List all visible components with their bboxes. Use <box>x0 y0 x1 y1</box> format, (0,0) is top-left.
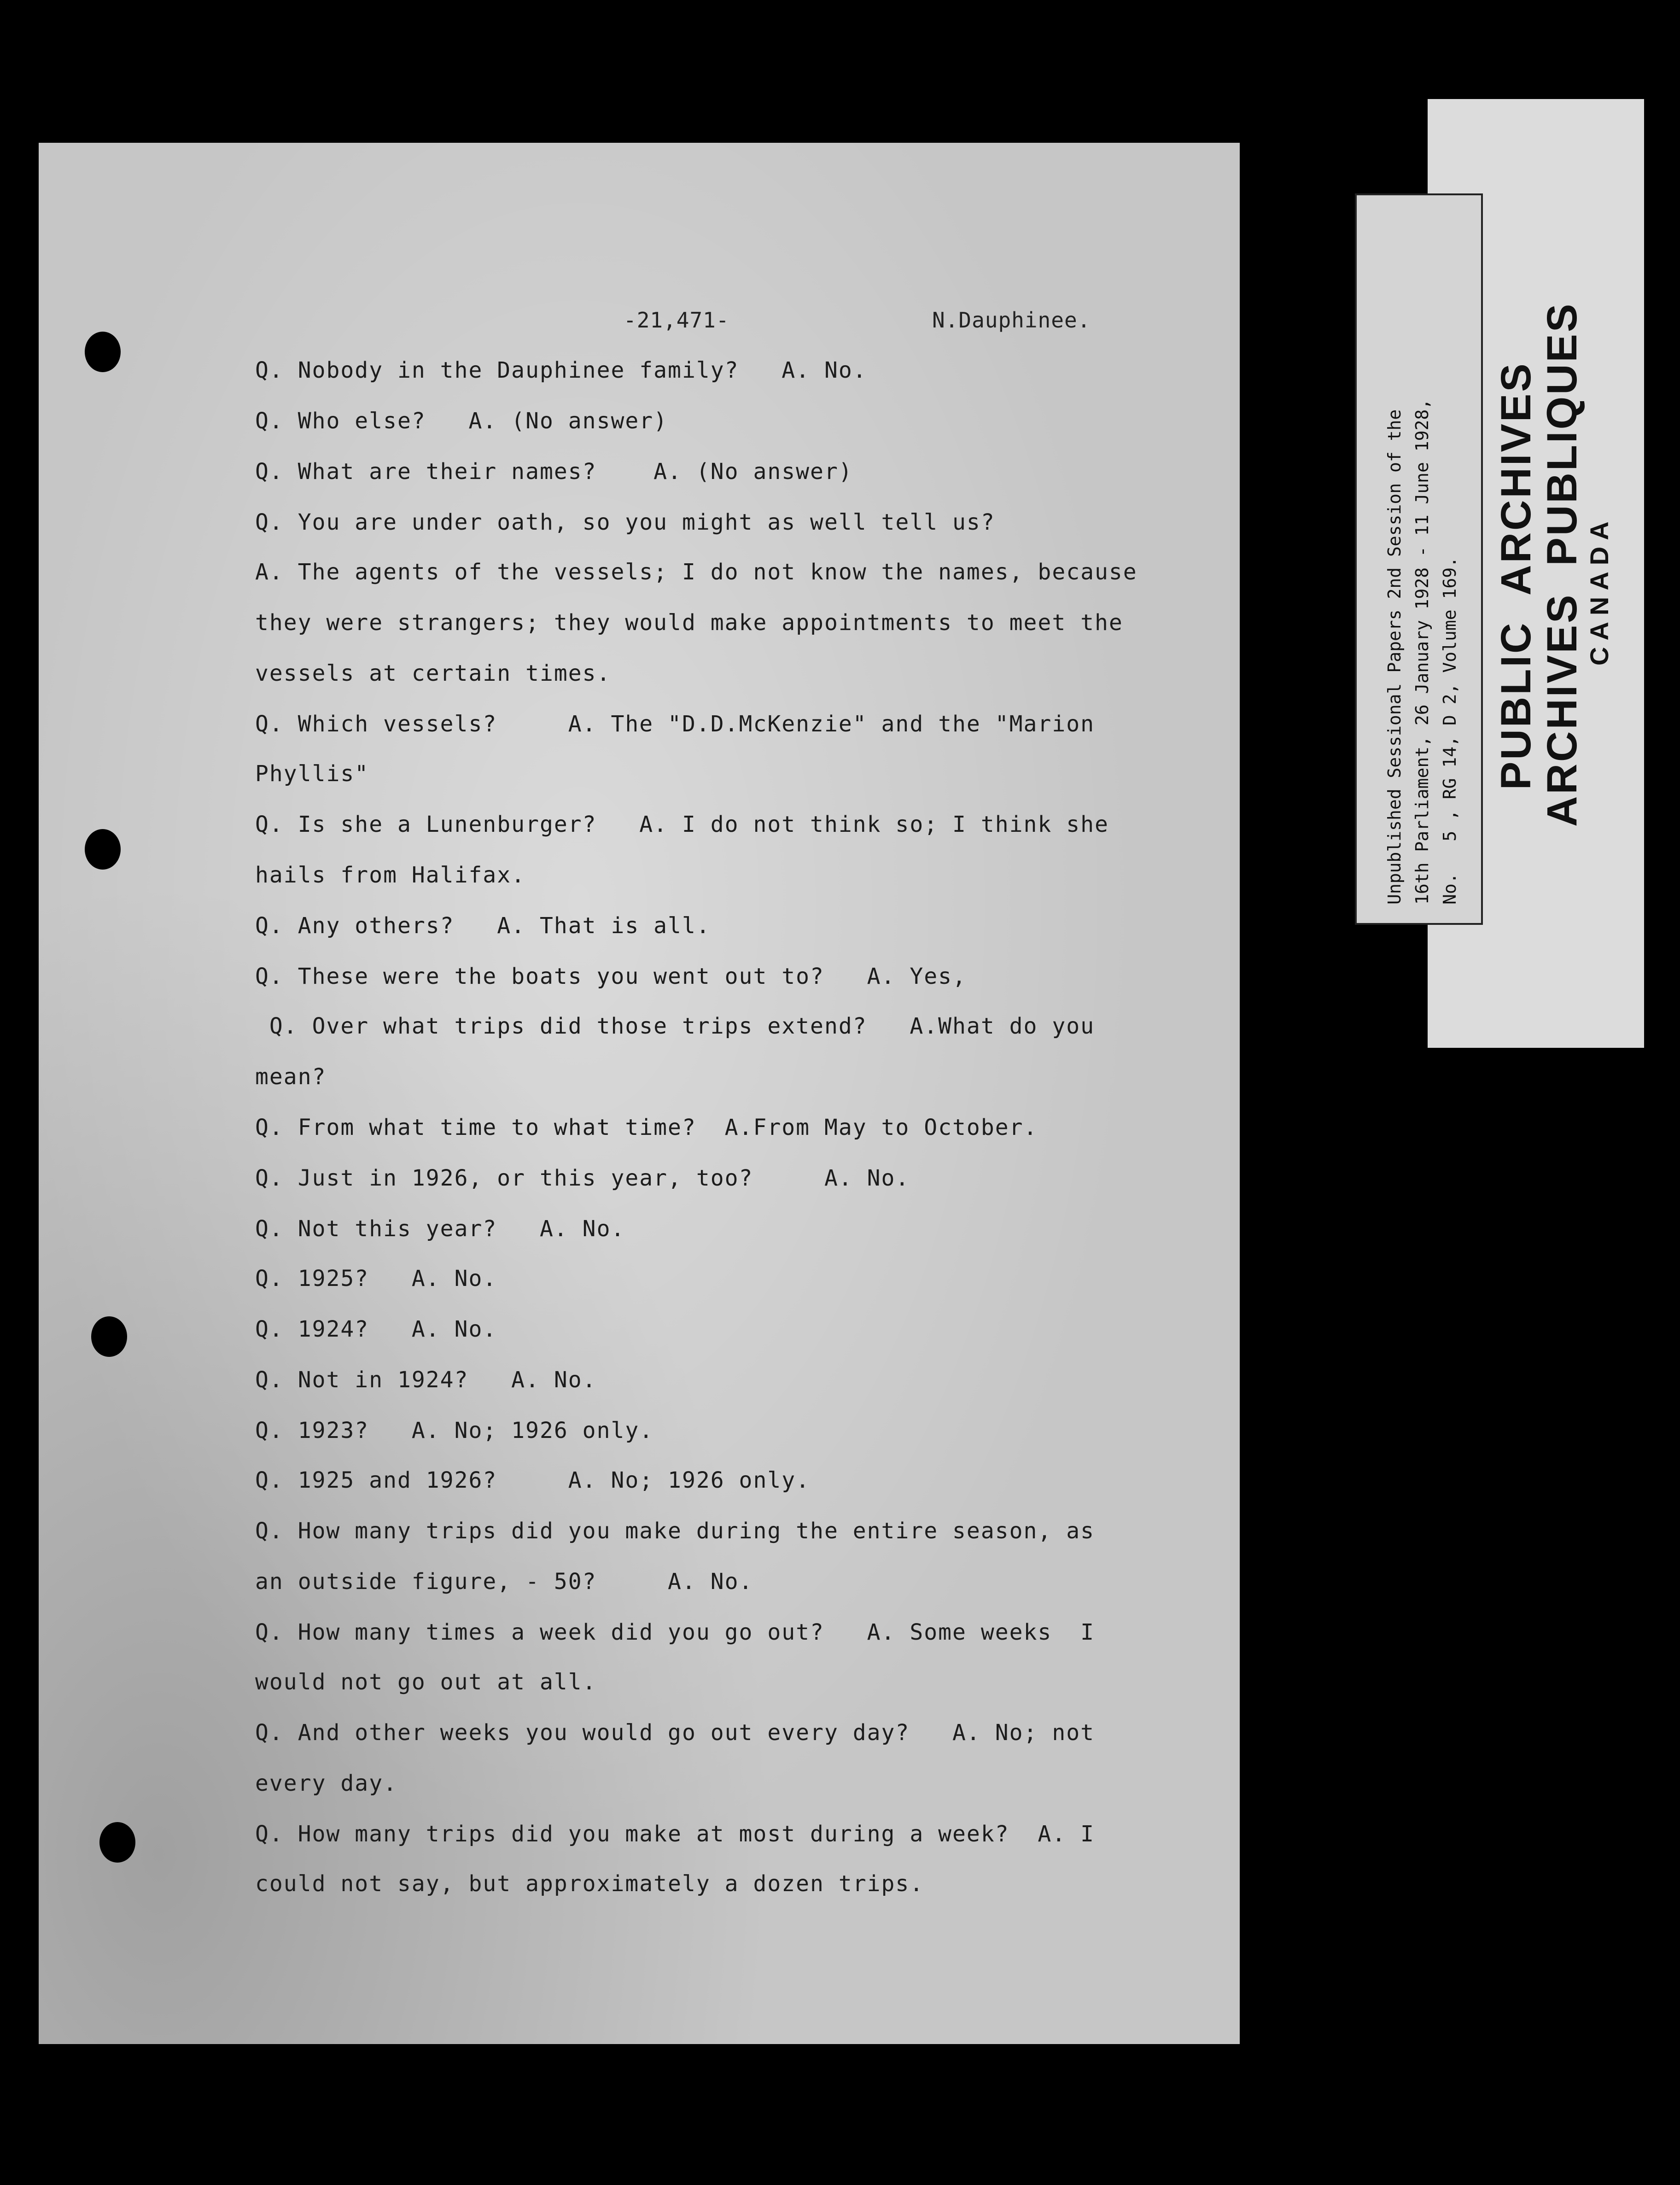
transcript-line: Q. What are their names? A. (No answer) <box>255 459 853 485</box>
punch-hole <box>91 1316 127 1357</box>
country-label: CANADA <box>1585 515 1614 666</box>
transcript-line: Q. 1923? A. No; 1926 only. <box>255 1418 654 1443</box>
transcript-line: Q. How many trips did you make at most during a week? A. I <box>255 1821 1095 1847</box>
transcript-line: Q. From what time to what time? A.From May to October. <box>255 1115 1038 1140</box>
transcript-line: Q. And other weeks you would go out every day? A. No; not <box>255 1720 1095 1746</box>
transcript-line: Q. 1925? A. No. <box>255 1266 497 1291</box>
reference-line: 16th Parliament, 26 January 1928 - 11 June 1928, <box>1412 398 1432 905</box>
punch-hole <box>85 829 121 870</box>
transcript-line: Phyllis" <box>255 761 369 787</box>
transcript-line: an outside figure, - 50? A. No. <box>255 1569 753 1595</box>
transcript-line: Q. How many trips did you make during the entire season, as <box>255 1518 1095 1544</box>
transcript-line: Q. Just in 1926, or this year, too? A. No. <box>255 1165 910 1191</box>
transcript-line: Q. Over what trips did those trips extend? A.What do you <box>255 1013 1095 1039</box>
transcript-line: Q. 1925 and 1926? A. No; 1926 only. <box>255 1467 811 1493</box>
archives-fr-label: ARCHIVES PUBLIQUES <box>1539 302 1586 827</box>
transcript-line: Q. Nobody in the Dauphinee family? A. No. <box>255 357 867 383</box>
transcript-line: Q. Who else? A. (No answer) <box>255 408 668 434</box>
transcript-line: hails from Halifax. <box>255 862 526 888</box>
reference-line: Unpublished Sessional Papers 2nd Session of the <box>1384 409 1405 905</box>
transcript-line: Q. 1924? A. No. <box>255 1316 497 1342</box>
transcript-line: A. The agents of the vessels; I do not know the names, because <box>255 559 1138 585</box>
witness-name: N.Dauphinee. <box>932 308 1091 333</box>
punch-hole <box>85 332 121 372</box>
transcript-line: Q. Not in 1924? A. No. <box>255 1367 597 1393</box>
transcript-line: would not go out at all. <box>255 1669 597 1695</box>
archives-en-label: PUBLIC ARCHIVES <box>1493 362 1540 790</box>
reference-label <box>1355 193 1483 925</box>
transcript-line: Q. How many times a week did you go out? A. Some weeks I <box>255 1619 1095 1645</box>
document-page <box>39 143 1240 2044</box>
transcript-line: Q. Is she a Lunenburger? A. I do not think so; I think she <box>255 812 1109 837</box>
transcript-line: Q. You are under oath, so you might as well tell us? <box>255 509 995 535</box>
transcript-line: they were strangers; they would make appointments to meet the <box>255 610 1123 636</box>
transcript-line: Q. Any others? A. That is all. <box>255 913 711 939</box>
transcript-line: vessels at certain times. <box>255 660 611 686</box>
page-number: -21,471- <box>624 308 729 333</box>
reference-line: No. 5 , RG 14, D 2, Volume 169. <box>1440 557 1460 905</box>
transcript-line: Q. Not this year? A. No. <box>255 1216 625 1242</box>
transcript-line: mean? <box>255 1064 327 1090</box>
transcript-line: could not say, but approximately a dozen trips. <box>255 1871 924 1897</box>
punch-hole <box>99 1822 135 1863</box>
transcript-line: every day. <box>255 1770 397 1796</box>
transcript-line: Q. These were the boats you went out to? A. Yes, <box>255 964 967 989</box>
transcript-line: Q. Which vessels? A. The "D.D.McKenzie" and the "Marion <box>255 711 1095 737</box>
